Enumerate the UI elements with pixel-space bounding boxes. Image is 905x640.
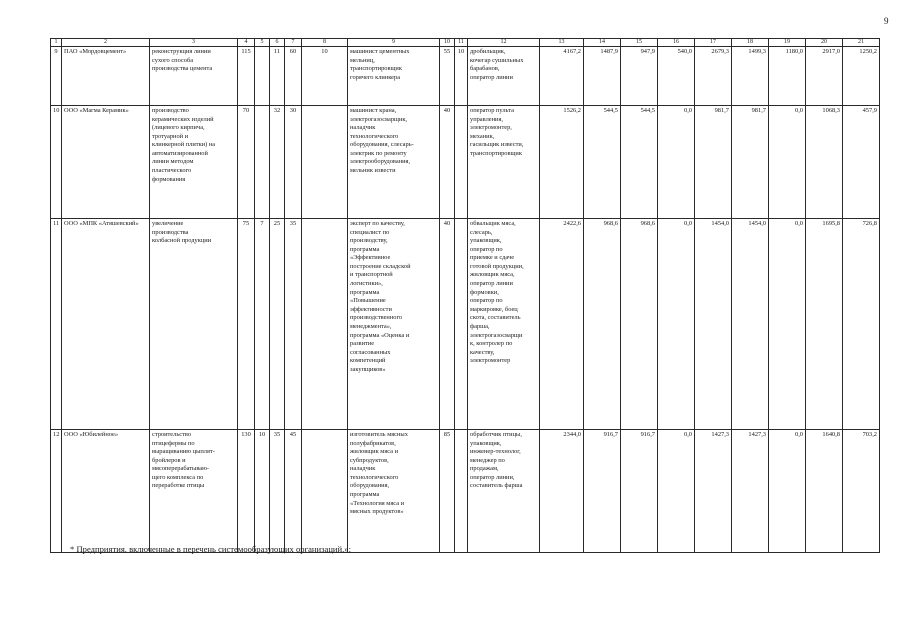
project-line: колбасной продукции [152, 237, 212, 245]
cell-c19: 0,0 [769, 430, 806, 553]
prof2-line: формовки, [470, 288, 499, 296]
cell-c20: 1068,3 [806, 106, 843, 219]
prof-line: изготовитель мясных [350, 431, 408, 438]
prof-line: программа «Оценка и [350, 331, 410, 339]
cell-c7: 60 [285, 47, 302, 106]
prof2-line: дробильщик, [470, 48, 506, 55]
cell-c8: 10 [302, 47, 348, 106]
project-line: тротуарной и [152, 132, 189, 140]
prof-line: специалист по [350, 228, 390, 236]
prof-line: согласованных [350, 348, 391, 356]
cell-c20: 1640,8 [806, 430, 843, 553]
prof2-line: составитель фарша [470, 482, 523, 490]
prof2-line: фарша, [470, 322, 490, 330]
prof-line: машинист крана, [350, 107, 397, 114]
prof2-line: оператор линии [470, 280, 513, 288]
cell-c8 [302, 219, 348, 430]
prof2-line: транспортировщик [470, 149, 522, 157]
prof-line: построение складской [350, 262, 411, 270]
prof-line: программа [350, 491, 380, 499]
project-line: (лицевого кирпича, [152, 124, 205, 132]
prof-line: логистики», [350, 280, 383, 288]
cell-c16: 0,0 [658, 219, 695, 430]
prof2-line: оператор линии [470, 73, 513, 81]
prof-line: эксперт по качеству, [350, 220, 405, 227]
column-number: 2 [62, 39, 150, 47]
cell-c11: 10 [455, 47, 468, 106]
prof-line: машинист цементных [350, 48, 410, 55]
cell-c20: 2917,0 [806, 47, 843, 106]
cell-org: ООО «МПК «Атяшевский» [62, 219, 150, 430]
cell-prof [348, 430, 440, 553]
prof2-line: оператор по [470, 297, 503, 305]
cell-c10: 40 [440, 219, 455, 430]
cell-c8 [302, 430, 348, 553]
prof-line: мясных продуктов» [350, 508, 404, 516]
prof2-line: обвальщик мяса, [470, 220, 516, 227]
column-number: 6 [270, 39, 285, 47]
cell-c4: 75 [238, 219, 255, 430]
column-number: 15 [621, 39, 658, 47]
cell-c18: 981,7 [732, 106, 769, 219]
column-number: 20 [806, 39, 843, 47]
prof2-line: барабанов, [470, 65, 500, 73]
column-number: 4 [238, 39, 255, 47]
cell-c6: 25 [270, 219, 285, 430]
prof2-line: управления, [470, 115, 503, 123]
prof-line: наладчик [350, 124, 376, 132]
prof2-line: кочегар сушильных [470, 56, 524, 64]
prof-line: технологического [350, 132, 399, 140]
table-row [51, 219, 880, 430]
column-number: 11 [455, 39, 468, 47]
cell-c11 [455, 106, 468, 219]
cell-c15: 968,6 [621, 219, 658, 430]
page-number: 9 [884, 16, 889, 26]
cell-c6: 11 [270, 47, 285, 106]
cell-prof2 [468, 47, 540, 106]
cell-c18: 1499,3 [732, 47, 769, 106]
prof2-line: обработчик птицы, [470, 431, 522, 438]
cell-c17: 1454,0 [695, 219, 732, 430]
prof2-line: слесарь, [470, 228, 493, 236]
cell-prof [348, 219, 440, 430]
cell-prof [348, 106, 440, 219]
prof-line: программа [350, 288, 380, 296]
cell-c13: 1526,2 [540, 106, 584, 219]
project-line: щего комплекса по [152, 473, 204, 481]
cell-c18: 1427,3 [732, 430, 769, 553]
cell-c14: 1487,9 [584, 47, 621, 106]
column-number-header [51, 39, 880, 47]
cell-c6: 35 [270, 430, 285, 553]
prof-line: субпродуктов, [350, 456, 389, 464]
prof-line: наладчик [350, 465, 376, 473]
prof-line: «Повышение [350, 297, 386, 305]
cell-c5: 10 [255, 430, 270, 553]
cell-c14: 968,6 [584, 219, 621, 430]
prof2-line: оператор по [470, 245, 503, 253]
table-row [51, 47, 880, 106]
cell-c15: 947,9 [621, 47, 658, 106]
footnote: * Предприятия, включенные в перечень системообразующих организаций.»; [70, 544, 351, 554]
prof-line: горячего клинкера [350, 73, 401, 81]
cell-c4: 70 [238, 106, 255, 219]
project-line: переработке птицы [152, 482, 205, 490]
project-line: производство [152, 107, 189, 114]
prof2-line: электромонтер [470, 357, 511, 365]
prof2-line: оператор линии, [470, 473, 515, 481]
prof2-line: упаковщик, [470, 237, 502, 245]
cell-no: 11 [51, 219, 62, 430]
column-number: 16 [658, 39, 695, 47]
project-line: бройлеров и [152, 456, 186, 464]
cell-c13: 2422,6 [540, 219, 584, 430]
prof2-line: к, контролер по [470, 340, 513, 348]
column-number: 1 [51, 39, 62, 47]
cell-c21: 726,8 [843, 219, 880, 430]
cell-project [150, 47, 238, 106]
cell-c13: 2344,0 [540, 430, 584, 553]
column-number: 19 [769, 39, 806, 47]
cell-no: 10 [51, 106, 62, 219]
prof2-line: продажам, [470, 465, 499, 473]
prof-line: развитие [350, 340, 375, 348]
column-number: 7 [285, 39, 302, 47]
cell-no: 9 [51, 47, 62, 106]
cell-c5 [255, 47, 270, 106]
prof2-line: качеству, [470, 348, 495, 356]
column-number: 17 [695, 39, 732, 47]
cell-c19: 1180,0 [769, 47, 806, 106]
prof2-line: менеджер по [470, 456, 505, 464]
project-line: автоматизированной [152, 149, 208, 157]
prof-line: жиловщик мяса и [350, 448, 399, 456]
column-number: 14 [584, 39, 621, 47]
column-number: 9 [348, 39, 440, 47]
column-number: 21 [843, 39, 880, 47]
prof-line: оборудования, слесарь- [350, 141, 414, 149]
cell-c10: 40 [440, 106, 455, 219]
cell-prof2 [468, 430, 540, 553]
cell-org: ПАО «Мордовцемент» [62, 47, 150, 106]
column-number: 12 [468, 39, 540, 47]
prof-line: транспортировщик [350, 65, 402, 73]
prof2-line: электрогазосварщи [470, 331, 523, 339]
cell-c17: 2679,3 [695, 47, 732, 106]
prof2-line: механик, [470, 132, 495, 140]
cell-c17: 981,7 [695, 106, 732, 219]
cell-c14: 916,7 [584, 430, 621, 553]
cell-c13: 4167,2 [540, 47, 584, 106]
table-row [51, 430, 880, 553]
cell-c7: 35 [285, 219, 302, 430]
prof2-line: скота, составитель [470, 314, 521, 322]
cell-prof2 [468, 106, 540, 219]
column-number: 18 [732, 39, 769, 47]
prof-line: мельниц, [350, 56, 375, 64]
project-line: керамических изделий [152, 115, 214, 123]
cell-c19: 0,0 [769, 106, 806, 219]
prof-line: компетенций [350, 357, 386, 365]
prof-line: и транспортной [350, 271, 393, 279]
column-number: 10 [440, 39, 455, 47]
prof-line: «Технология мяса и [350, 499, 405, 507]
cell-project [150, 219, 238, 430]
prof2-line: приемке и сдаче [470, 254, 515, 262]
cell-c4: 115 [238, 47, 255, 106]
cell-c18: 1454,0 [732, 219, 769, 430]
cell-c16: 0,0 [658, 106, 695, 219]
cell-c6: 32 [270, 106, 285, 219]
cell-prof [348, 47, 440, 106]
prof-line: эффективности [350, 305, 392, 313]
investment-projects-table [50, 38, 880, 553]
project-line: сухого способа [152, 56, 194, 64]
prof-line: производству, [350, 237, 388, 245]
cell-c19: 0,0 [769, 219, 806, 430]
cell-project [150, 106, 238, 219]
prof2-line: инженер-технолог, [470, 448, 521, 456]
project-line: линии методом [152, 158, 194, 166]
project-line: реконструкция линии [152, 48, 211, 55]
table-row [51, 106, 880, 219]
cell-c21: 1250,2 [843, 47, 880, 106]
prof-line: менеджмента», [350, 322, 392, 330]
cell-c10: 85 [440, 430, 455, 553]
cell-prof2 [468, 219, 540, 430]
project-line: строительство [152, 431, 192, 438]
cell-c16: 0,0 [658, 430, 695, 553]
column-number: 3 [150, 39, 238, 47]
cell-c20: 1695,8 [806, 219, 843, 430]
prof2-line: готовой продукции, [470, 262, 524, 270]
prof2-line: оператор пульта [470, 107, 514, 114]
prof-line: электрик по ремонту [350, 149, 407, 157]
prof2-line: жиловщик мяса, [470, 271, 515, 279]
cell-c21: 703,2 [843, 430, 880, 553]
cell-c7: 30 [285, 106, 302, 219]
prof2-line: электромонтер, [470, 124, 512, 132]
prof-line: технологического [350, 473, 399, 481]
prof-line: «Эффективное [350, 254, 391, 262]
project-line: производства [152, 228, 189, 236]
project-line: мясоперерабатываю- [152, 465, 210, 473]
prof-line: закупщиков» [350, 365, 386, 373]
prof-line: мельник извести [350, 167, 396, 175]
project-line: формования [152, 175, 186, 183]
prof-line: программа [350, 245, 380, 253]
prof2-line: упаковщик, [470, 439, 502, 447]
prof-line: полуфабрикатов, [350, 439, 396, 447]
project-line: клинкерной плитки) на [152, 141, 216, 149]
prof2-line: маркировке, боец [470, 305, 518, 313]
project-line: производства цемента [152, 65, 213, 73]
cell-c15: 544,5 [621, 106, 658, 219]
prof-line: электрогазосварщик, [350, 115, 408, 123]
cell-c11 [455, 219, 468, 430]
cell-c14: 544,5 [584, 106, 621, 219]
prof2-line: гасильщик извести, [470, 141, 524, 149]
column-number: 8 [302, 39, 348, 47]
cell-c5 [255, 106, 270, 219]
cell-c8 [302, 106, 348, 219]
cell-org: ООО «Магма Керамик» [62, 106, 150, 219]
cell-no: 12 [51, 430, 62, 553]
cell-c17: 1427,3 [695, 430, 732, 553]
cell-c7: 45 [285, 430, 302, 553]
project-line: птицефермы по [152, 439, 195, 447]
cell-c16: 540,0 [658, 47, 695, 106]
cell-c21: 457,9 [843, 106, 880, 219]
cell-c11 [455, 430, 468, 553]
project-line: пластического [152, 167, 192, 175]
column-number: 5 [255, 39, 270, 47]
cell-c10: 55 [440, 47, 455, 106]
project-line: выращиванию цыплят- [152, 448, 215, 456]
column-number: 13 [540, 39, 584, 47]
prof-line: оборудования, [350, 482, 390, 490]
prof-line: производственного [350, 314, 403, 322]
cell-project [150, 430, 238, 553]
cell-c15: 916,7 [621, 430, 658, 553]
cell-c5: 7 [255, 219, 270, 430]
cell-c4: 130 [238, 430, 255, 553]
prof-line: электрооборудования, [350, 158, 411, 166]
cell-org: ООО «Юбилейное» [62, 430, 150, 553]
project-line: увеличение [152, 220, 184, 227]
